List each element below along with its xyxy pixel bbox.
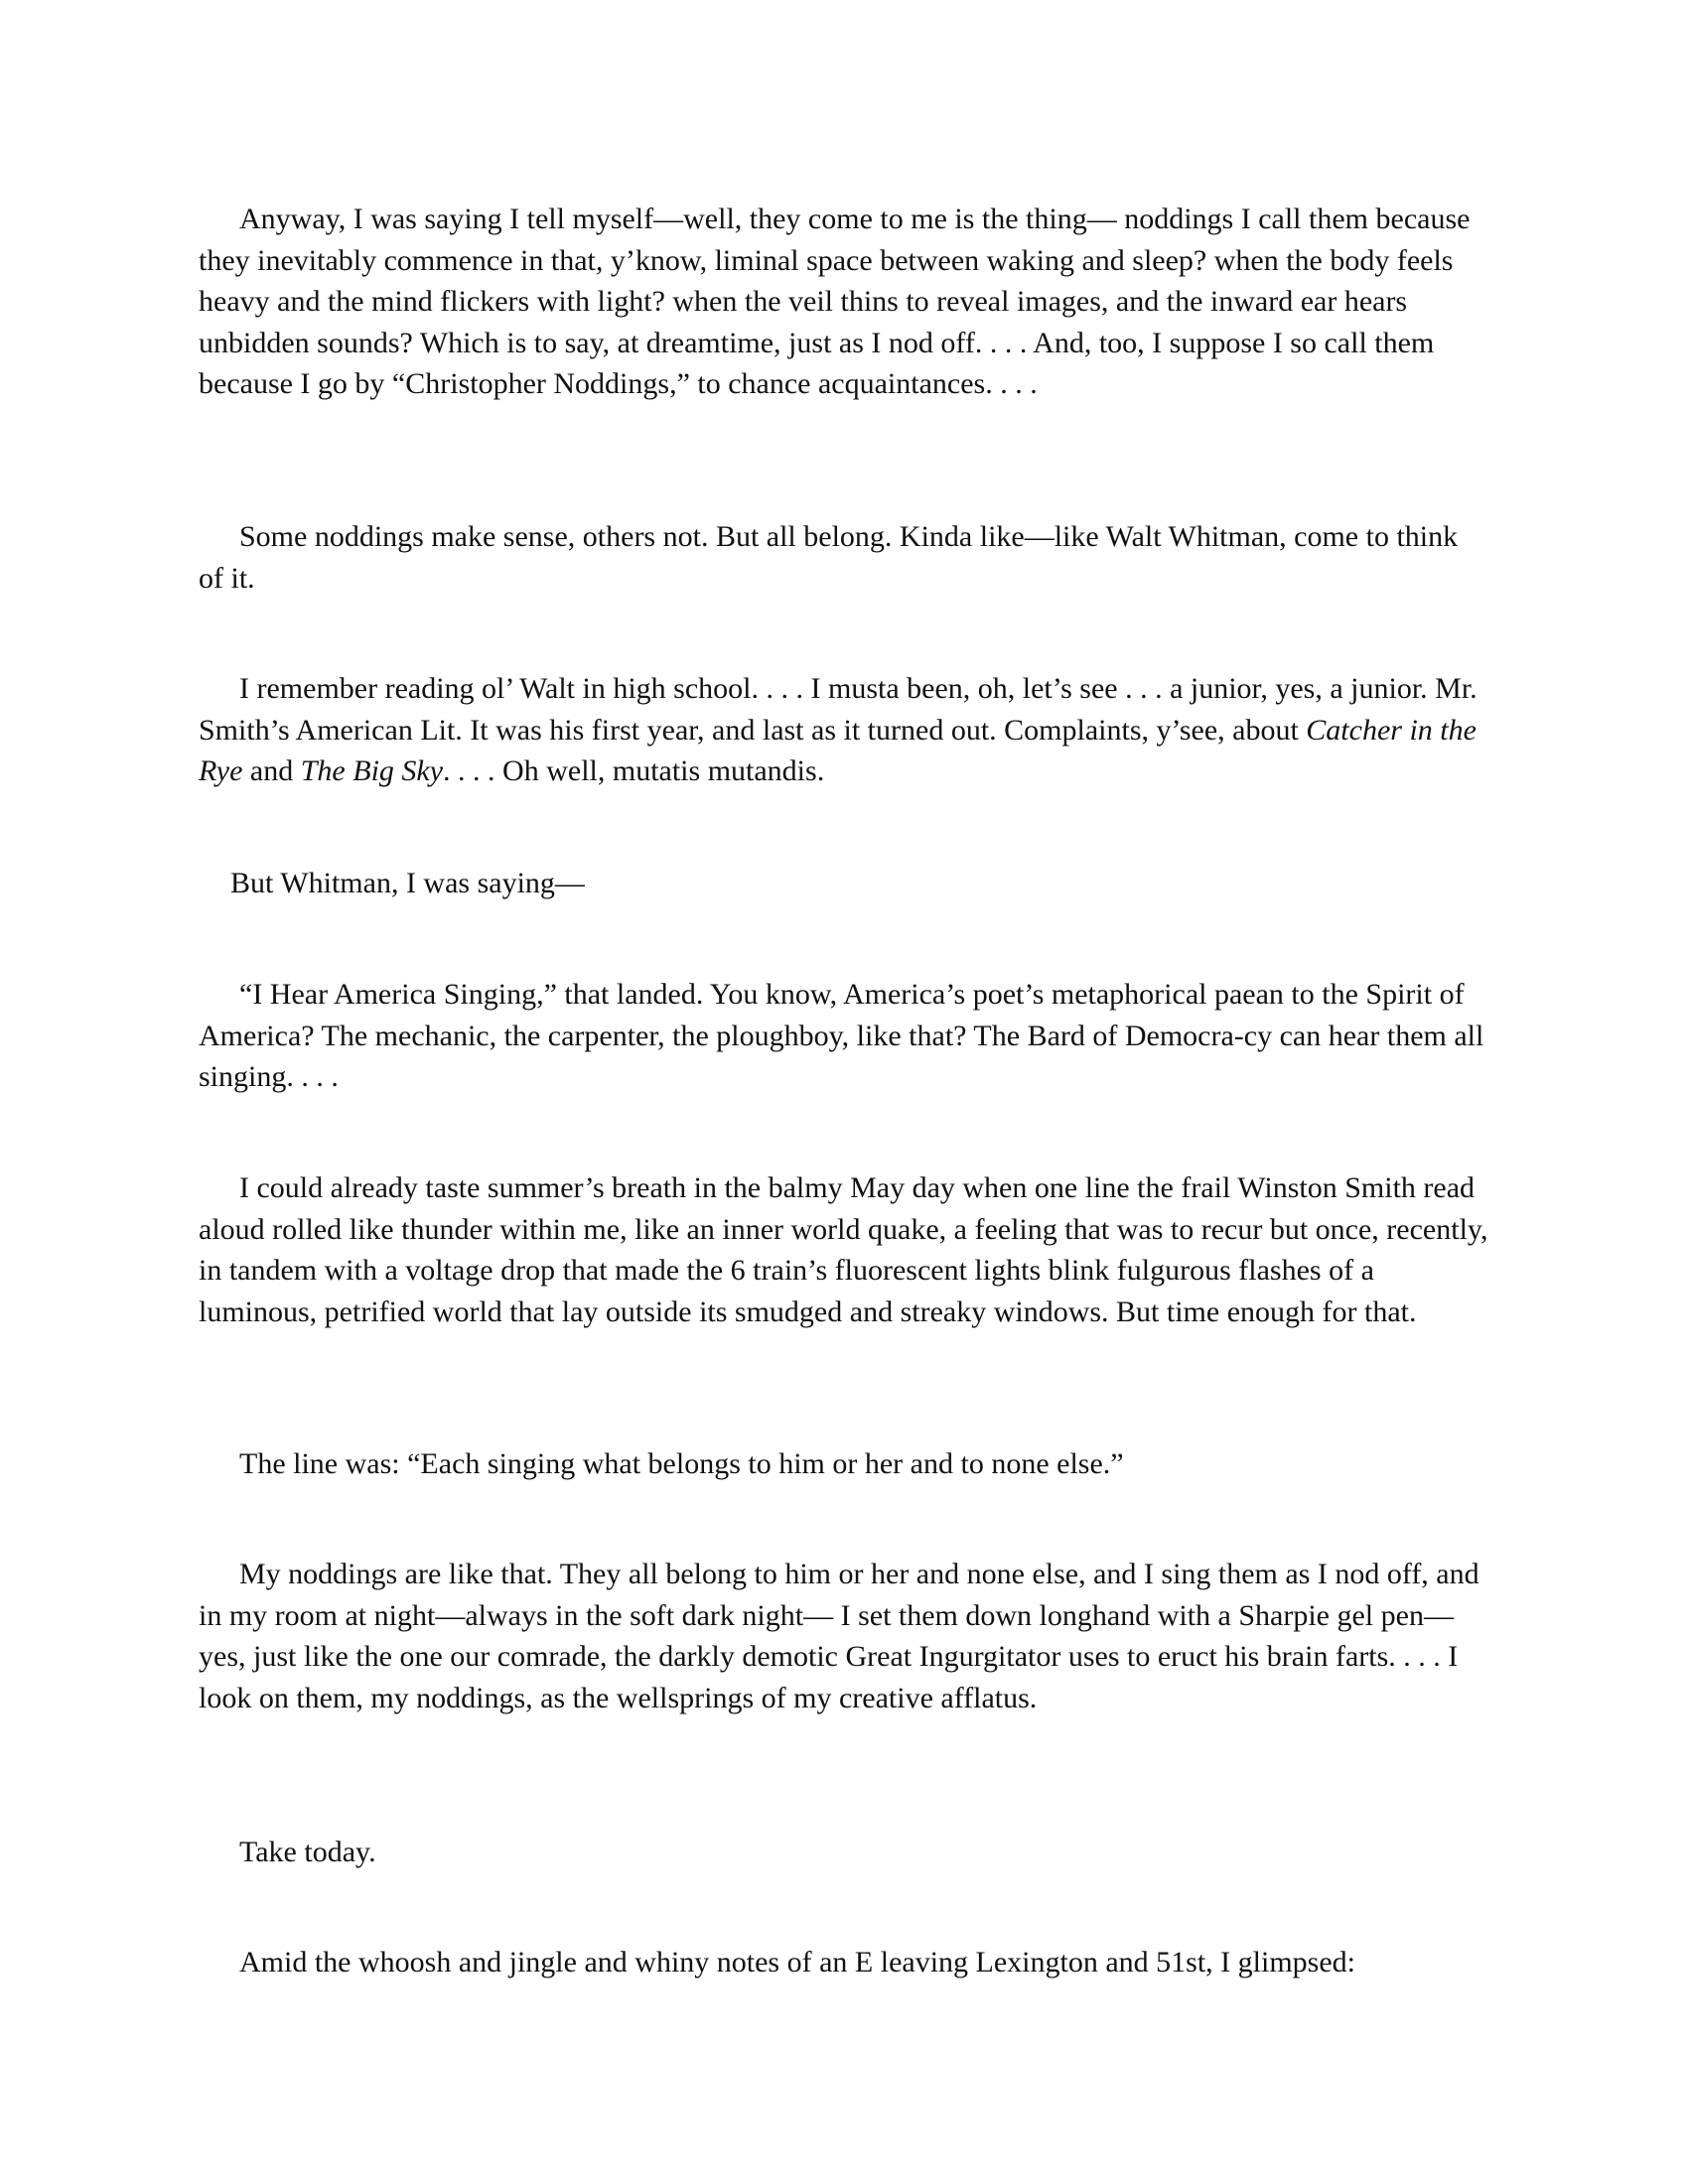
paragraph-6: I could already taste summer’s breath in the balmy May day when one line the frail Winston Smith read aloud rolled like thunder within me, like an inner world quake, a feeling that was to recur but once, recently, in tandem with a voltage drop that made the 6 train’s fluorescent lights blink fulgurous flashes of a luminous, petrified world that lay outside its smudged and streaky windows. But time enough for that. [199,1171,1488,1328]
paragraph-2: Some noddings make sense, others not. But all belong. Kinda like—like Walt Whitman, come to think of it. [199,520,1459,595]
paragraph-1: Anyway, I was saying I tell myself—well, they come to me is the thing— noddings I call them because they inevitably commence in that, y’know, liminal space between waking and sleep? when the body feels heavy and the mind flickers with light? when the veil thins to reveal images, and the inward ear hears unbidden sounds? Which is to say, at dreamtime, just as I nod off. . . . And, too, I suppose I so call them because I go by “Christopher Noddings,” to chance acquaintances. . . . [199,203,1471,400]
paragraph-5: “I Hear America Singing,” that landed. You know, America’s poet’s metaphorical paean to the Spirit of America? The mechanic, the carpenter, the ploughboy, like that? The Bard of Democra-cy can hear them all singing. . . . [199,978,1484,1093]
book-title-the-big-sky: The Big Sky [300,754,444,787]
paragraph-4: But Whitman, I was saying— [230,867,585,899]
book-title-catcher-in-the-rye: Catcher in the Rye [199,713,1477,787]
paragraph-8: My noddings are like that. They all belong to him or her and none else, and I sing them as I nod off, and in my room at night—always in the soft dark night— I set them down longhand with a Sharpie gel pen—yes, just like the one our comrade, the darkly demotic Great Ingurgitator uses to eruct his brain farts. . . . I look on them, my noddings, as the wellsprings of my creative afflatus. [199,1558,1479,1714]
paragraph-3 [199,668,1489,792]
paragraph-9: Take today. [239,1836,376,1868]
paragraph-7: The line was: “Each singing what belongs to him or her and to none else.” [239,1447,1124,1480]
paragraph-3-text-b: and [242,754,301,787]
paragraph-10: Amid the whoosh and jingle and whiny notes of an E leaving Lexington and 51st, I glimpsed: [239,1946,1355,1979]
paragraph-3-text-a: I remember reading ol’ Walt in high school. . . . I musta been, oh, let’s see . . . a junior, yes, a junior. Mr. Smith’s American Lit. It was his first year, and last as it turned out. Complaints, y’see, about [199,672,1477,747]
paragraph-3-text-c: . . . . Oh well, mutatis mutandis. [443,754,825,787]
